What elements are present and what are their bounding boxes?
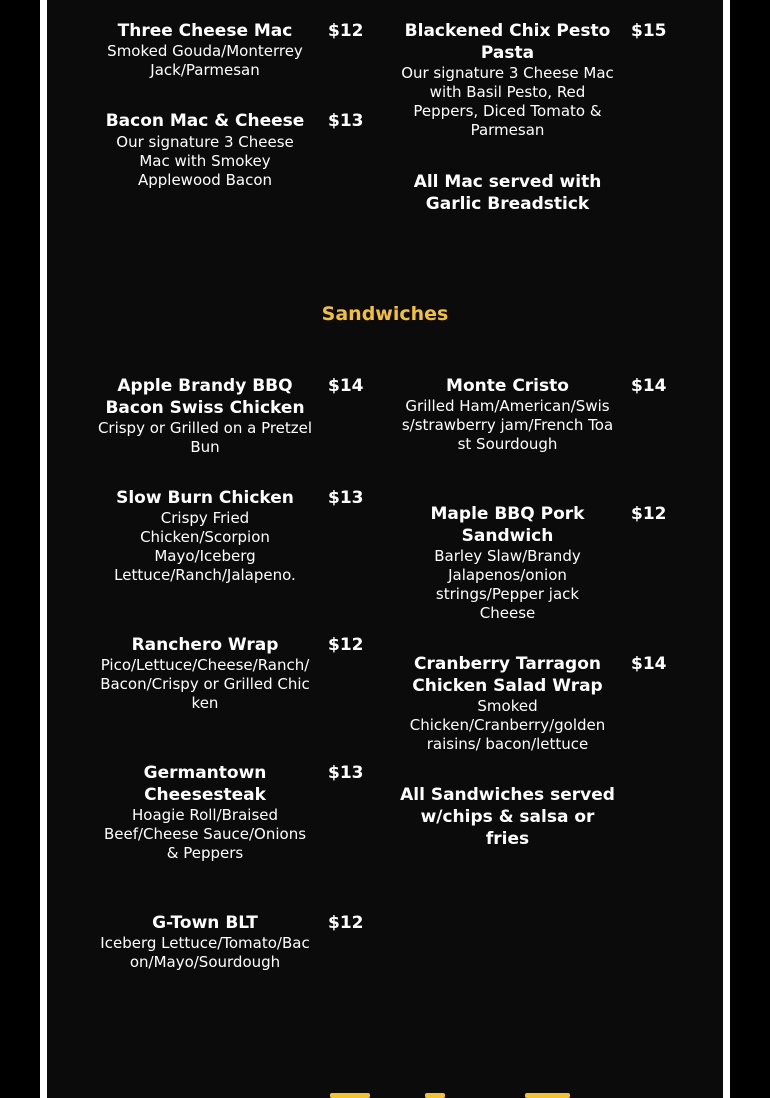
- item-description: Our signature 3 Cheese Mac with Smokey Applewood Bacon: [116, 133, 294, 189]
- item-description: Hoagie Roll/Braised Beef/Cheese Sauce/Onions & Peppers: [103, 806, 307, 862]
- item-name: Blackened Chix Pesto Pasta: [404, 21, 611, 63]
- item-name: Cranberry Tarragon Chicken Salad Wrap: [412, 654, 603, 696]
- item-name: Three Cheese Mac: [117, 21, 293, 41]
- next-section-heading-fragment: [425, 1093, 445, 1098]
- sandwiches-note: All Sandwiches served w/chips & salsa or fries: [400, 785, 615, 849]
- item-description: Grilled Ham/American/Swiss/strawberry jam/French Toast Sourdough: [401, 397, 614, 453]
- item-name: Ranchero Wrap: [131, 635, 279, 655]
- item-price: $12: [328, 21, 364, 41]
- item-price: $15: [631, 21, 667, 41]
- item-price: $12: [328, 913, 364, 933]
- item-name: Bacon Mac & Cheese: [105, 111, 305, 131]
- item-price: $13: [328, 111, 364, 131]
- item-description: Our signature 3 Cheese Mac with Basil Pesto, Red Peppers, Diced Tomato & Parmesan: [401, 64, 614, 139]
- item-name: Monte Cristo: [446, 376, 569, 396]
- item-description: Smoked Gouda/Monterrey Jack/Parmesan: [107, 42, 303, 79]
- item-name: G-Town BLT: [152, 913, 258, 933]
- item-price: $12: [631, 504, 667, 524]
- item-price: $13: [328, 763, 364, 783]
- item-price: $14: [631, 376, 667, 396]
- item-name: Slow Burn Chicken: [116, 488, 294, 508]
- item-price: $14: [631, 654, 667, 674]
- left-frame-rail: [40, 0, 47, 1098]
- item-description: Crispy or Grilled on a Pretzel Bun: [97, 419, 313, 456]
- item-name: Maple BBQ Pork Sandwich: [430, 504, 585, 546]
- item-description: Barley Slaw/Brandy Jalapenos/onion strings/Pepper jack Cheese: [434, 547, 581, 622]
- item-description: Pico/Lettuce/Cheese/Ranch/Bacon/Crispy or Grilled Chicken: [100, 656, 310, 712]
- next-section-heading-fragment: [330, 1093, 370, 1098]
- item-name: Apple Brandy BBQ Bacon Swiss Chicken: [105, 376, 305, 418]
- item-price: $14: [328, 376, 364, 396]
- item-description: Smoked Chicken/Cranberry/golden raisins/ bacon/lettuce: [409, 697, 606, 753]
- section-title-sandwiches: Sandwiches: [321, 303, 449, 325]
- item-description: Iceberg Lettuce/Tomato/Bacon/Mayo/Sourdough: [100, 934, 310, 971]
- item-price: $12: [328, 635, 364, 655]
- item-name: Germantown Cheesesteak: [143, 763, 267, 805]
- mac-note: All Mac served with Garlic Breadstick: [413, 172, 602, 214]
- item-price: $13: [328, 488, 364, 508]
- item-description: Crispy Fried Chicken/Scorpion Mayo/Iceberg Lettuce/Ranch/Jalapeno.: [114, 509, 296, 584]
- next-section-heading-fragment: [525, 1093, 570, 1098]
- right-frame-rail: [723, 0, 730, 1098]
